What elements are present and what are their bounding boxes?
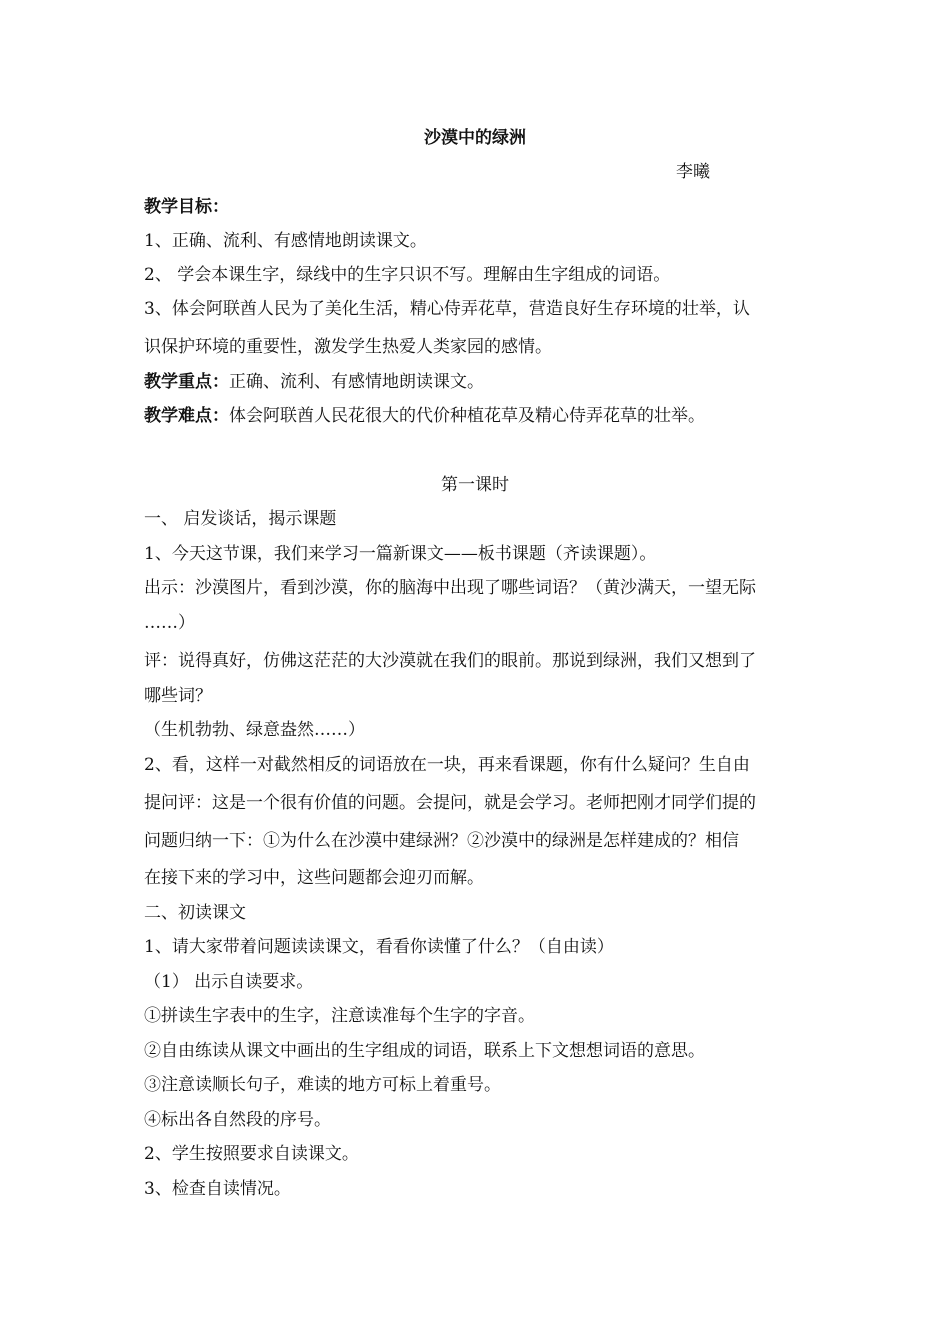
body-line: 哪些词？ bbox=[144, 686, 212, 706]
objective-line: 3、体会阿联酋人民为了美化生活，精心侍弄花草，营造良好生存环境的壮举，认 bbox=[144, 299, 750, 319]
body-line: 提问评：这是一个很有价值的问题。会提问，就是会学习。老师把刚才同学们提的 bbox=[144, 793, 756, 813]
body-line: 评：说得真好，仿佛这茫茫的大沙漠就在我们的眼前。那说到绿洲，我们又想到了 bbox=[144, 651, 756, 671]
body-line: 2、学生按照要求自读课文。 bbox=[144, 1144, 359, 1164]
body-line: 2、看，这样一对截然相反的词语放在一块，再来看课题，你有什么疑问？生自由 bbox=[144, 755, 750, 775]
difficulty-text: 体会阿联酋人民花很大的代价种植花草及精心侍弄花草的壮举。 bbox=[229, 406, 705, 426]
body-line: ③注意读顺长句子，难读的地方可标上着重号。 bbox=[144, 1075, 501, 1095]
body-line: 一、 启发谈话，揭示课题 bbox=[144, 509, 337, 529]
document-title: 沙漠中的绿洲 bbox=[424, 128, 526, 148]
body-line: 1、请大家带着问题读读课文，看看你读懂了什么？（自由读） bbox=[144, 937, 614, 957]
body-line: 3、检查自读情况。 bbox=[144, 1179, 291, 1199]
body-line: ④标出各自然段的序号。 bbox=[144, 1110, 331, 1130]
body-line: ②自由练读从课文中画出的生字组成的词语，联系上下文想想词语的意思。 bbox=[144, 1041, 705, 1061]
body-line: 问题归纳一下：①为什么在沙漠中建绿洲？②沙漠中的绿洲是怎样建成的？相信 bbox=[144, 831, 739, 851]
body-line: 1、今天这节课，我们来学习一篇新课文——板书课题（齐读课题）。 bbox=[144, 544, 657, 564]
objective-line: 2、 学会本课生字，绿线中的生字只识不写。理解由生字组成的词语。 bbox=[144, 265, 671, 285]
lesson-title: 第一课时 bbox=[441, 475, 509, 495]
key-point-label: 教学重点： bbox=[144, 372, 229, 392]
body-line: ①拼读生字表中的生字，注意读准每个生字的字音。 bbox=[144, 1006, 535, 1026]
key-point-text: 正确、流利、有感情地朗读课文。 bbox=[229, 372, 484, 392]
key-point-line bbox=[144, 372, 814, 392]
difficulty-label: 教学难点： bbox=[144, 406, 229, 426]
body-line: ……） bbox=[144, 613, 195, 633]
body-line: 二、初读课文 bbox=[144, 903, 246, 923]
objectives-heading: 教学目标： bbox=[144, 197, 229, 217]
body-line: （生机勃勃、绿意盎然……） bbox=[144, 720, 365, 740]
objective-line: 识保护环境的重要性，激发学生热爱人类家园的感情。 bbox=[144, 337, 552, 357]
author-name: 李曦 bbox=[676, 162, 710, 182]
body-line: 出示：沙漠图片，看到沙漠，你的脑海中出现了哪些词语？（黄沙满天，一望无际 bbox=[144, 578, 756, 598]
body-line: （1） 出示自读要求。 bbox=[144, 972, 314, 992]
objective-line: 1、正确、流利、有感情地朗读课文。 bbox=[144, 231, 427, 251]
difficulty-line bbox=[144, 406, 814, 426]
body-line: 在接下来的学习中，这些问题都会迎刃而解。 bbox=[144, 868, 484, 888]
